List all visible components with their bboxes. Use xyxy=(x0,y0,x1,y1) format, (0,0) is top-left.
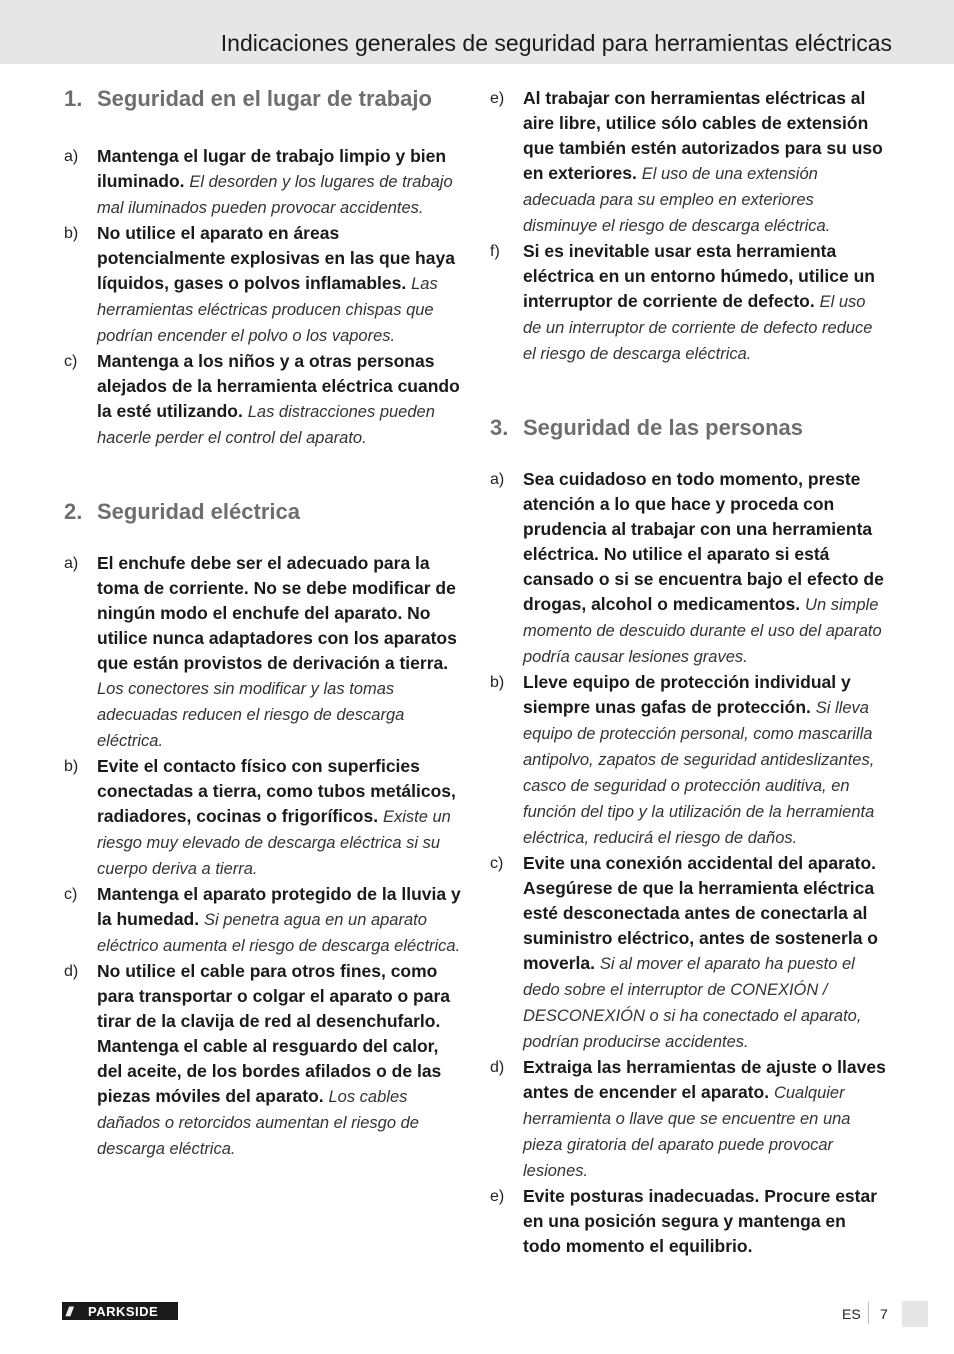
item-label: a) xyxy=(490,471,505,488)
item-body xyxy=(97,882,462,959)
section-title-1 xyxy=(64,86,462,111)
item-bold-text: Evite el contacto físico con superficies conectadas a tierra, como tubos metálicos, radiadores, cocinas o frigoríficos. xyxy=(97,756,456,826)
item-label: a) xyxy=(64,555,79,572)
item-bold-text: El enchufe debe ser el adecuado para la toma de corriente. No se debe modificar de ningún modo el enchufe del aparato. No utilice nunca adaptadores con los aparatos que están provistos de derivación a tierra. xyxy=(97,553,457,673)
item-italic-text: Si lleva equipo de protección personal, como mascarilla antipolvo, zapatos de seguridad antideslizantes, casco de seguridad o protección auditiva, en función del tipo y la utilización de la herramienta eléctrica, reducirá el riesgo de daños. xyxy=(523,699,875,847)
item-bold-text: Extraiga las herramientas de ajuste o llaves antes de encender el aparato. xyxy=(523,1057,886,1102)
item-body xyxy=(523,86,888,239)
item-body xyxy=(97,349,462,451)
item-bold-text: Mantenga el aparato protegido de la lluvia y la humedad. xyxy=(97,884,461,929)
item-label: b) xyxy=(64,758,79,775)
footer-divider xyxy=(868,1302,869,1324)
item-italic-text: Las distracciones pueden hacerle perder el control del aparato. xyxy=(97,403,435,447)
section-1-items xyxy=(64,144,462,451)
language-code: ES xyxy=(842,1306,861,1322)
item-label: c) xyxy=(490,855,504,872)
page-number: 7 xyxy=(880,1306,888,1322)
item-body xyxy=(97,144,462,221)
item-italic-text: El desorden y los lugares de trabajo mal iluminados pueden provocar accidentes. xyxy=(97,173,453,217)
item-bold-text: No utilice el cable para otros fines, como para transportar o colgar el aparato o para tirar de la clavija de red al desenchufarlo. Mantenga el cable al resguardo del calor, del aceite, de los bordes afilados o de las piezas móviles del aparato. xyxy=(97,961,451,1106)
item-italic-text: Si penetra agua en un aparato eléctrico aumenta el riesgo de descarga eléctrica. xyxy=(97,911,461,955)
item-italic-text: Los cables dañados o retorcidos aumentan el riesgo de descarga eléctrica. xyxy=(97,1088,419,1158)
item-body xyxy=(523,1055,888,1184)
item-italic-text: Un simple momento de descuido durante el uso del aparato podría causar lesiones graves. xyxy=(523,596,882,666)
item-label: b) xyxy=(490,674,505,691)
section-title-3 xyxy=(490,415,888,440)
item-body xyxy=(523,467,888,670)
item-bold-text: Mantenga a los niños y a otras personas alejados de la herramienta eléctrica cuando la esté utilizando. xyxy=(97,351,460,421)
item-italic-text: Existe un riesgo muy elevado de descarga eléctrica si su cuerpo deriva a tierra. xyxy=(97,808,451,878)
item-label: e) xyxy=(490,1188,505,1205)
section-number: 3. xyxy=(490,415,509,440)
list-item xyxy=(490,851,888,1055)
logo-slashes-icon: /// xyxy=(66,1303,71,1319)
section-title-2 xyxy=(64,499,462,524)
item-bold-text: Evite posturas inadecuadas. Procure estar en una posición segura y mantenga en todo momento el equilibrio. xyxy=(523,1186,878,1256)
footer-tab-marker xyxy=(902,1301,928,1327)
item-bold-text: Si es inevitable usar esta herramienta eléctrica en un entorno húmedo, utilice un interruptor de corriente de defecto. xyxy=(523,241,875,311)
section-number: 1. xyxy=(64,86,83,111)
item-body xyxy=(97,551,462,754)
section-3-items xyxy=(490,467,888,1259)
list-item xyxy=(64,959,462,1162)
list-item xyxy=(64,754,462,882)
item-label: c) xyxy=(64,886,78,903)
list-item xyxy=(490,239,888,367)
item-bold-text: Evite una conexión accidental del aparato. Asegúrese de que la herramienta eléctrica esté desconectada antes de conectarla al suministro eléctrico, antes de sostenerla o moverla. xyxy=(523,853,878,973)
section-title-text: Seguridad de las personas xyxy=(523,415,803,440)
item-label: f) xyxy=(490,243,500,260)
page-header-title: Indicaciones generales de seguridad para herramientas eléctricas xyxy=(220,30,892,56)
item-italic-text: El uso de una extensión adecuada para su empleo en exteriores disminuye el riesgo de descarga eléctrica. xyxy=(523,165,831,235)
item-italic-text: Las herramientas eléctricas producen chispas que podrían encender el polvo o los vapores. xyxy=(97,275,438,345)
item-label: b) xyxy=(64,225,79,242)
item-body xyxy=(97,754,462,882)
item-label: c) xyxy=(64,353,78,370)
item-bold-text: Sea cuidadoso en todo momento, preste atención a lo que hace y proceda con prudencia al trabajar con una herramienta eléctrica. No utilice el aparato si está cansado o si se encuentra bajo el efecto de drogas, alcohol o medicamentos. xyxy=(523,469,884,614)
list-item xyxy=(64,144,462,221)
item-label: e) xyxy=(490,90,505,107)
item-italic-text: Cualquier herramienta o llave que se encuentre en una pieza giratoria del aparato puede provocar lesiones. xyxy=(523,1084,851,1180)
list-item xyxy=(490,670,888,851)
item-body xyxy=(523,851,888,1055)
item-italic-text: Si al mover el aparato ha puesto el dedo sobre el interruptor de CONEXIÓN / DESCONEXIÓN o si ha conectado el aparato, podrían producirse accidentes. xyxy=(523,955,862,1051)
item-body xyxy=(523,1184,888,1259)
list-item xyxy=(64,882,462,959)
section-title-text: Seguridad en el lugar de trabajo xyxy=(97,86,432,111)
item-body xyxy=(97,221,462,349)
item-bold-text: Mantenga el lugar de trabajo limpio y bien iluminado. xyxy=(97,146,447,191)
left-column xyxy=(64,86,462,1162)
list-item xyxy=(64,221,462,349)
section-number: 2. xyxy=(64,499,83,524)
list-item xyxy=(64,349,462,451)
item-body xyxy=(523,239,888,367)
section-2-items-left xyxy=(64,551,462,1162)
item-italic-text: El uso de un interruptor de corriente de defecto reduce el riesgo de descarga eléctrica. xyxy=(523,293,873,363)
item-body xyxy=(97,959,462,1162)
item-label: d) xyxy=(64,963,79,980)
item-bold-text: No utilice el aparato en áreas potencialmente explosivas en las que haya líquidos, gases o polvos inflamables. xyxy=(97,223,455,293)
item-label: a) xyxy=(64,148,79,165)
list-item xyxy=(490,467,888,670)
section-title-text: Seguridad eléctrica xyxy=(97,499,300,524)
item-body xyxy=(523,670,888,851)
item-bold-text: Lleve equipo de protección individual y siempre unas gafas de protección. xyxy=(523,672,851,717)
right-column xyxy=(490,86,888,1259)
item-italic-text: Los conectores sin modificar y las tomas adecuadas reducen el riesgo de descarga eléctrica. xyxy=(97,680,405,750)
header-band xyxy=(0,0,954,64)
list-item xyxy=(64,551,462,754)
item-bold-text: Al trabajar con herramientas eléctricas al aire libre, utilice sólo cables de extensión que también estén autorizados para su uso en exteriores. xyxy=(523,88,883,183)
parkside-logo xyxy=(62,1302,178,1320)
list-item xyxy=(490,1184,888,1259)
list-item xyxy=(490,86,888,239)
section-2-items-right xyxy=(490,86,888,367)
item-label: d) xyxy=(490,1059,505,1076)
logo-text: PARKSIDE xyxy=(88,1303,159,1319)
list-item xyxy=(490,1055,888,1184)
